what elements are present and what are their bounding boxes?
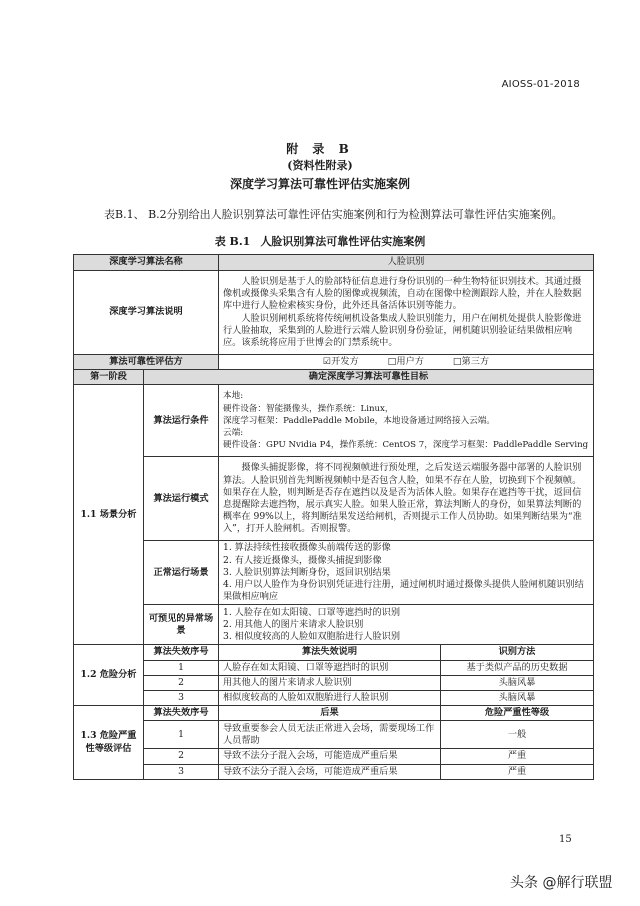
document-code: AIOSS-01-2018 <box>501 79 580 90</box>
severity-row <box>74 764 594 779</box>
severity-id: 3 <box>144 764 219 779</box>
risk-header-desc: 算法失效说明 <box>219 645 441 660</box>
abnormal-scene-label: 可预见的异常场景 <box>144 605 219 645</box>
risk-header-method: 识别方法 <box>441 645 594 660</box>
option-developer: ☑开发方 <box>322 356 359 367</box>
algo-desc-cell <box>219 271 594 355</box>
run-condition-line: 云端: <box>223 428 244 438</box>
table-caption-number: 表 B.1 <box>214 235 251 248</box>
normal-scene-item: 3. 人脸识别算法判断身份，返回识别结果 <box>223 566 391 578</box>
normal-scene-item: 4. 用户以人脸作为身份识别凭证进行注册，通过闸机时通过摄像头提供人脸闸机随识别结果做相应响应 <box>223 579 584 603</box>
risk-row <box>74 660 594 675</box>
run-condition-cell <box>219 385 594 457</box>
risk-header-row <box>74 645 594 660</box>
abnormal-scene-cell <box>219 605 594 645</box>
source-watermark: 头条 @解行联盟 <box>510 875 613 891</box>
risk-analysis-label: 1.2 危险分析 <box>74 645 144 706</box>
risk-id: 1 <box>144 660 219 675</box>
evaluation-table <box>73 254 594 780</box>
option-user: □用户方 <box>387 356 424 367</box>
run-mode-label: 算法运行模式 <box>144 457 219 541</box>
severity-row <box>74 721 594 749</box>
intro-paragraph: 表B.1、 B.2分别给出人脸识别算法可靠性评估实施案例和行为检测算法可靠性评估实施案例。 <box>104 208 563 221</box>
risk-method: 头脑风暴 <box>441 691 594 706</box>
phase-title: 确定深度学习算法可靠性目标 <box>144 370 594 385</box>
severity-consequence: 导致不法分子混入会场，可能造成严重后果 <box>219 764 441 779</box>
severity-consequence: 导致重要参会人员无法正常进入会场，需要现场工作人员帮助 <box>219 721 441 749</box>
run-condition-line: 深度学习框架：PaddlePaddle Mobile，本地设备通过网络接入云端。 <box>223 415 495 426</box>
run-condition-line: 硬件设备：GPU Nvidia P4，操作系统：CentOS 7，深度学习框架：PaddlePaddle Serving <box>223 440 589 451</box>
table-caption-text: 人脸识别算法可靠性评估实施案例 <box>260 235 426 248</box>
algo-desc-label: 深度学习算法说明 <box>74 271 219 355</box>
severity-level: 严重 <box>441 749 594 764</box>
normal-scene-item: 1. 算法持续性接收摄像头前端传送的影像 <box>223 542 391 554</box>
severity-assessment-label: 1.3 危险严重性等级评估 <box>74 706 144 780</box>
abnormal-scene-row <box>74 605 594 645</box>
option-third-party: □第三方 <box>452 356 490 367</box>
evaluator-row <box>74 355 594 370</box>
run-mode-row <box>74 457 594 541</box>
page-number: 15 <box>559 834 572 845</box>
algo-name-row <box>74 255 594 271</box>
risk-row <box>74 675 594 690</box>
phase-label: 第一阶段 <box>74 370 144 385</box>
algo-desc-row <box>74 271 594 355</box>
severity-id: 2 <box>144 749 219 764</box>
severity-consequence: 导致不法分子混入会场，可能造成严重后果 <box>219 749 441 764</box>
table-caption <box>0 233 640 249</box>
abnormal-scene-item: 3. 相似度较高的人脸如双胞胎进行人脸识别 <box>223 631 401 643</box>
severity-header-consequence: 后果 <box>219 706 441 721</box>
abnormal-scene-item: 1. 人脸存在如太阳镜、口罩等遮挡时的识别 <box>223 606 401 618</box>
run-mode-text: 摄像头捕捉影像，将不同视频帧进行预处理，之后发送云端服务器中部署的人脸识别算法。人脸识别首先判断视频帧中是否包含人脸，如果不存在人脸，切换到下个视频帧。如果存在人脸，则判断是否存在遮挡以及是否为活体人脸。如果存在遮挡等干扰，返回信息提醒除去遮挡物，展示真实人脸。如果人脸正常，算法判断人的身份，如果算法判断的概率在 99%以上，将判断结果发送给闸机，否则提示工作人员协助。如果判断结果为“准入”，打开人脸闸机。否则报警。 <box>219 457 594 541</box>
algo-desc-paragraph-1: 人脸识别是基于人的脸部特征信息进行身份识别的一种生物特征识别技术。其通过摄像机或摄像头采集含有人脸的图像或视频流，自动在图像中检测跟踪人脸，并在人脸数据库中进行人脸检索核实身份，此外还具备活体识别等能力。 <box>223 275 582 312</box>
algo-name-value: 人脸识别 <box>219 255 594 271</box>
risk-id: 2 <box>144 675 219 690</box>
algo-name-label: 深度学习算法名称 <box>74 255 219 271</box>
severity-level: 严重 <box>441 764 594 779</box>
scene-analysis-label: 1.1 场景分析 <box>74 385 144 645</box>
severity-id: 1 <box>144 721 219 749</box>
normal-scene-cell <box>219 541 594 605</box>
risk-id: 3 <box>144 691 219 706</box>
phase-row <box>74 370 594 385</box>
severity-header-row <box>74 706 594 721</box>
normal-scene-row <box>74 541 594 605</box>
evaluator-options <box>219 355 594 370</box>
appendix-title: 附 录 B <box>286 142 354 156</box>
risk-header-id: 算法失效序号 <box>144 645 219 660</box>
normal-scene-item: 2. 有人接近摄像头，摄像头捕捉到影像 <box>223 554 382 566</box>
risk-desc: 人脸存在如太阳镜、口罩等遮挡时的识别 <box>219 660 441 675</box>
risk-row <box>74 691 594 706</box>
risk-desc: 相似度较高的人脸如双胞胎进行人脸识别 <box>219 691 441 706</box>
algo-desc-paragraph-2: 人脸识别闸机系统将传统闸机设备集成人脸识别能力，用户在闸机处提供人脸影像进行人脸抽取，采集到的人脸进行云端人脸识别身份验证，闸机随识别验证结果做相应响应。该系统将应用于世博会的门禁系统中。 <box>223 312 582 348</box>
run-condition-line: 本地: <box>223 391 244 402</box>
appendix-name: 深度学习算法可靠性评估实施案例 <box>229 177 410 191</box>
evaluator-label: 算法可靠性评估方 <box>74 355 219 370</box>
abnormal-scene-item: 2. 用其他人的图片来请求人脸识别 <box>223 618 364 630</box>
severity-level: 一般 <box>441 721 594 749</box>
run-condition-label: 算法运行条件 <box>144 385 219 457</box>
risk-desc: 用其他人的图片来请求人脸识别 <box>219 675 441 690</box>
appendix-nature: (资料性附录) <box>287 159 353 172</box>
run-condition-row <box>74 385 594 457</box>
risk-method: 头脑风暴 <box>441 675 594 690</box>
run-condition-line: 硬件设备：智能摄像头，操作系统：Linux， <box>223 403 394 414</box>
severity-header-id: 算法失效序号 <box>144 706 219 721</box>
severity-header-level: 危险严重性等级 <box>441 706 594 721</box>
risk-method: 基于类似产品的历史数据 <box>441 660 594 675</box>
normal-scene-label: 正常运行场景 <box>144 541 219 605</box>
severity-row <box>74 749 594 764</box>
